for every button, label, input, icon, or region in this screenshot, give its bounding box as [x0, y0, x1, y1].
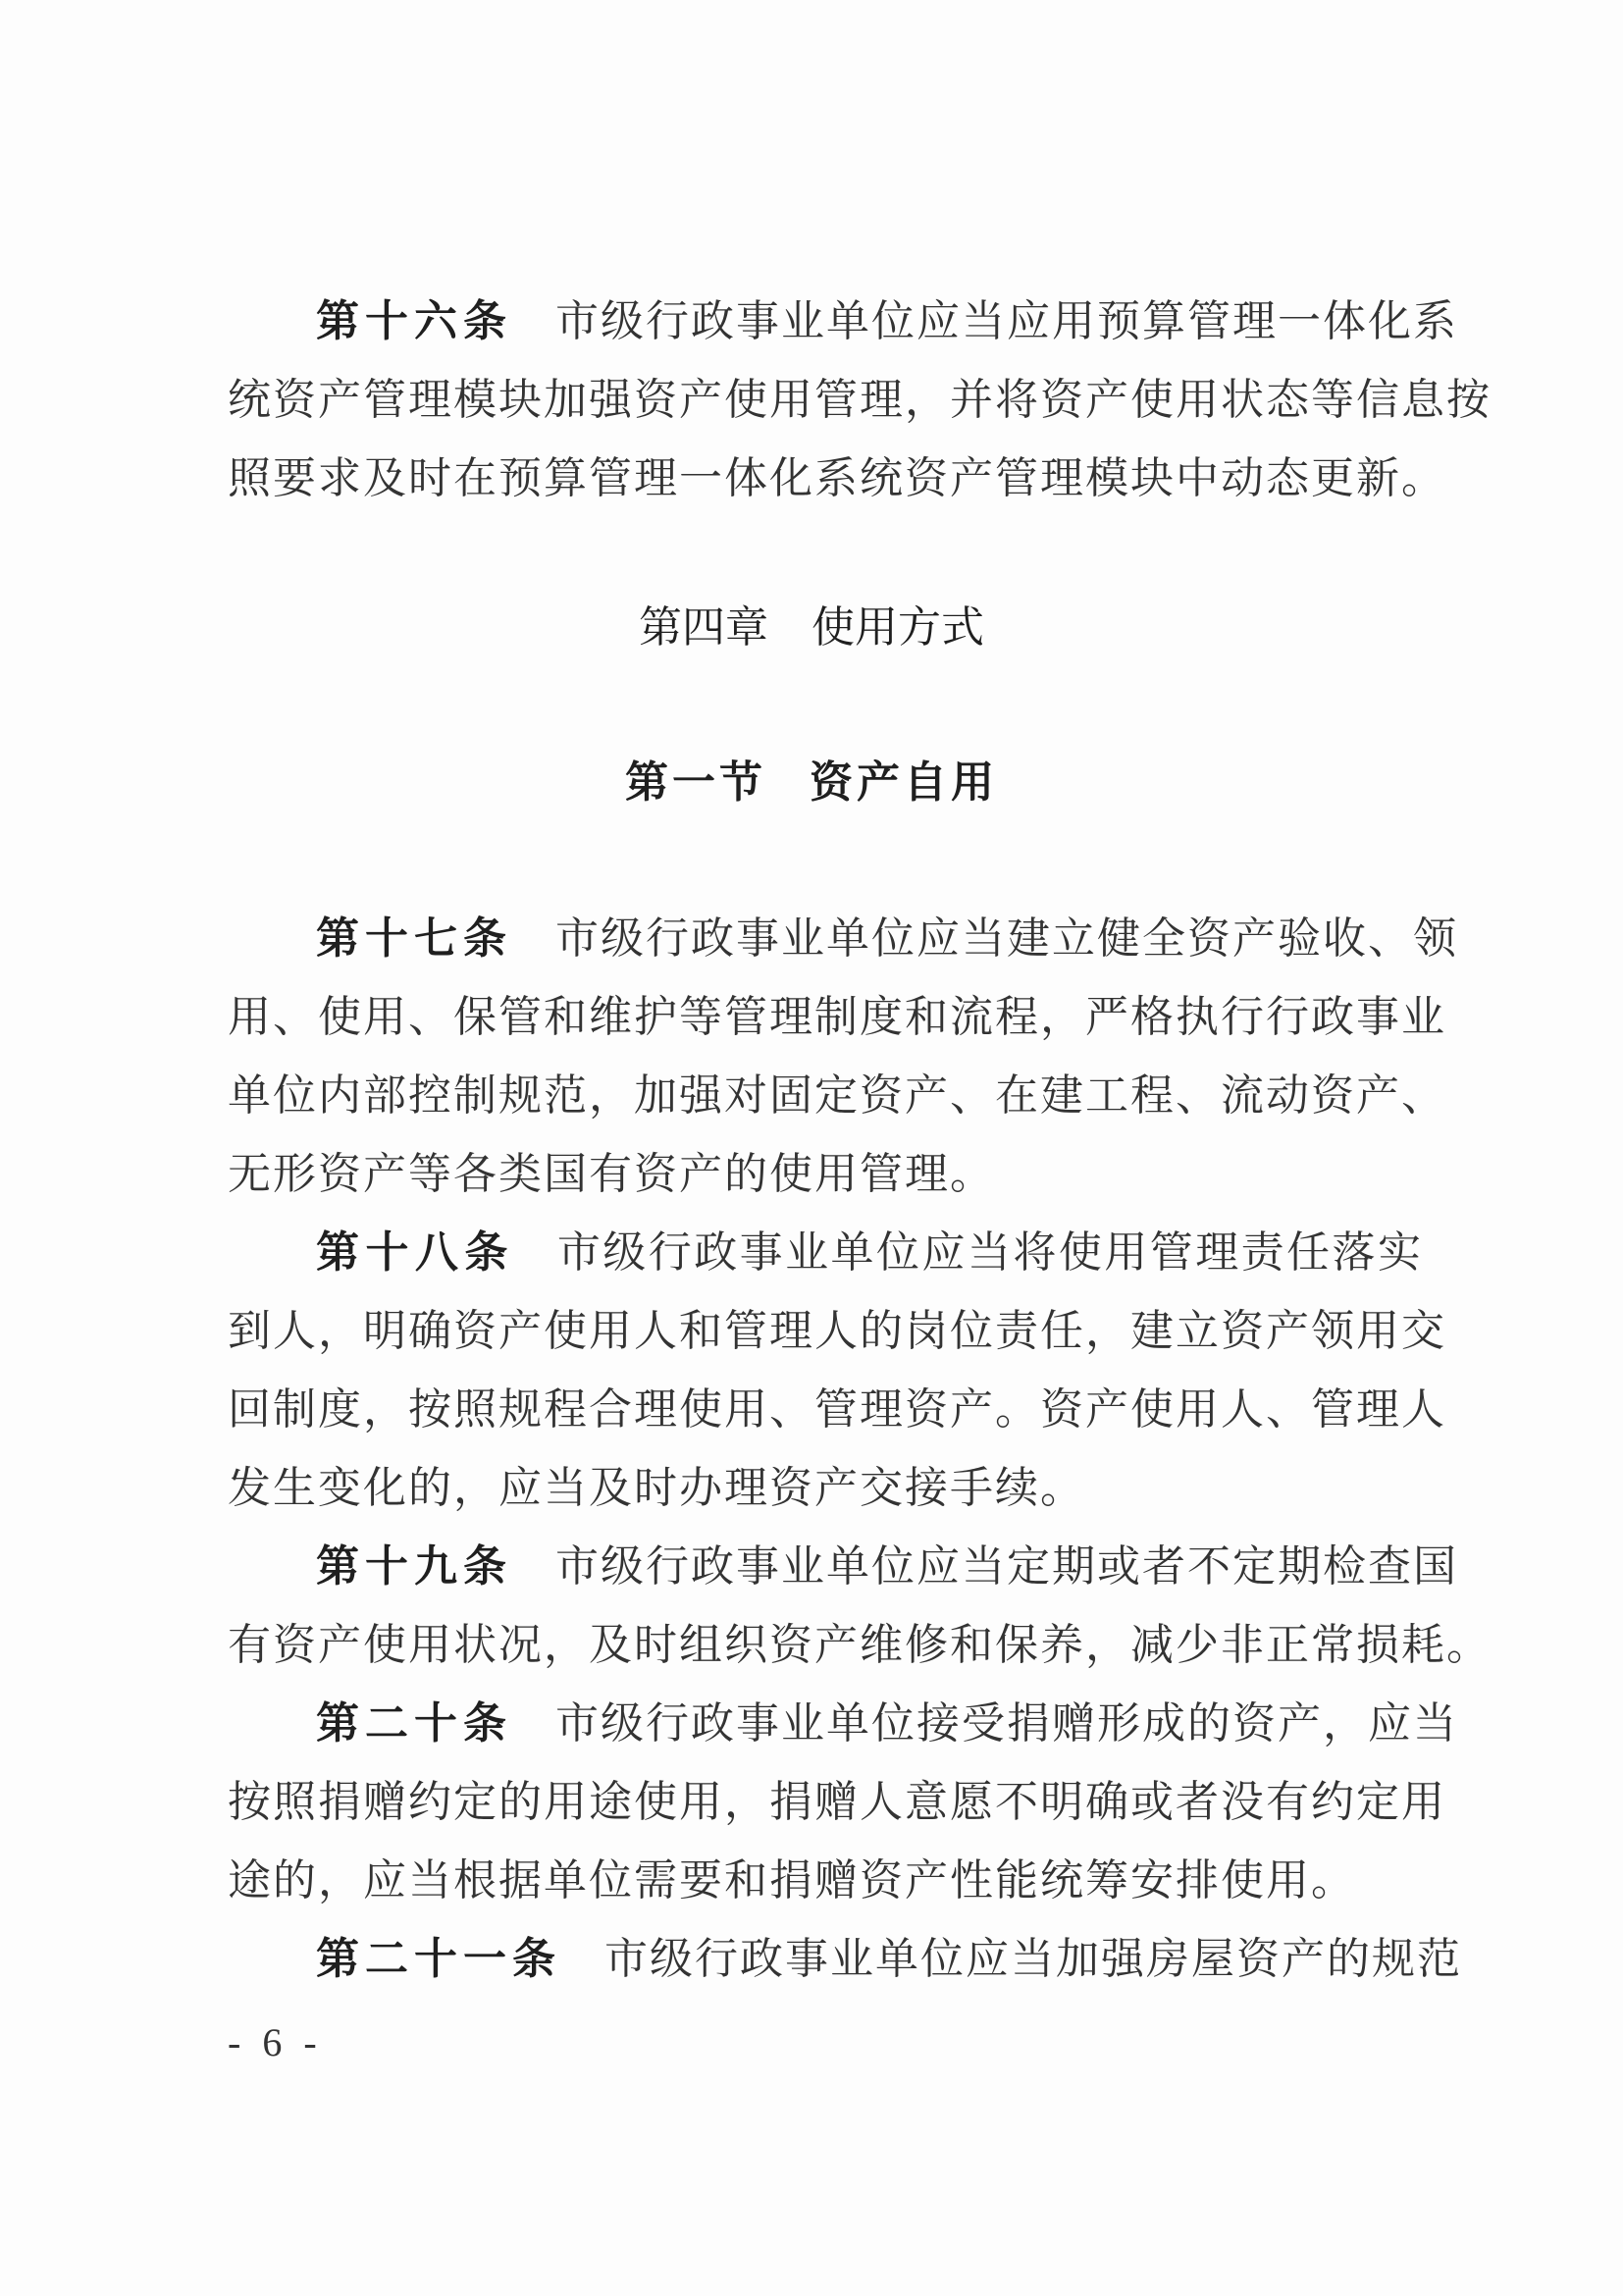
article-17-line-3: 单位内部控制规范，加强对固定资产、在建工程、流动资产、 — [228, 1070, 1446, 1121]
page-number: - 6 - — [228, 2020, 323, 2064]
article-18-line-2: 到人，明确资产使用人和管理人的岗位责任，建立资产领用交 — [228, 1306, 1446, 1356]
article-18-line-3: 回制度，按照规程合理使用、管理资产。资产使用人、管理人 — [228, 1384, 1446, 1435]
article-16-line-3: 照要求及时在预算管理一体化系统资产管理模块中动态更新。 — [228, 453, 1446, 503]
article-17-line-4: 无形资产等各类国有资产的使用管理。 — [228, 1149, 995, 1199]
article-17-line-1 — [316, 913, 1458, 964]
section-title: 资产自用 — [810, 757, 998, 808]
article-20-title: 第二十条 — [316, 1698, 512, 1748]
article-20-line-2: 按照捐赠约定的用途使用，捐赠人意愿不明确或者没有约定用 — [228, 1777, 1446, 1827]
article-19-line-2: 有资产使用状况，及时组织资产维修和保养，减少非正常损耗。 — [228, 1620, 1492, 1670]
chapter-heading — [0, 602, 1623, 653]
chapter-title: 使用方式 — [812, 602, 984, 652]
article-16-line-2: 统资产管理模块加强资产使用管理，并将资产使用状态等信息按 — [228, 375, 1492, 425]
article-17-title: 第十七条 — [316, 913, 512, 964]
article-19-text-1: 市级行政事业单位应当定期或者不定期检查国 — [555, 1541, 1458, 1592]
article-19-line-1 — [316, 1541, 1458, 1592]
article-21-text-1: 市级行政事业单位应当加强房屋资产的规范 — [604, 1934, 1462, 1984]
article-20-text-1: 市级行政事业单位接受捐赠形成的资产，应当 — [555, 1698, 1458, 1748]
article-18-line-1 — [316, 1228, 1423, 1278]
article-16-text-1: 市级行政事业单位应当应用预算管理一体化系 — [555, 296, 1458, 346]
article-20-line-1 — [316, 1698, 1458, 1748]
section-number: 第一节 — [625, 757, 766, 808]
section-heading — [0, 757, 1623, 809]
article-16-title: 第十六条 — [316, 296, 512, 346]
article-16-line-1 — [316, 296, 1458, 346]
article-21-title: 第二十一条 — [316, 1934, 561, 1984]
article-19-title: 第十九条 — [316, 1541, 512, 1592]
article-18-line-4: 发生变化的，应当及时办理资产交接手续。 — [228, 1463, 1085, 1513]
article-18-text-1: 市级行政事业单位应当将使用管理责任落实 — [556, 1227, 1424, 1278]
article-21-line-1 — [316, 1934, 1462, 1984]
article-17-text-1: 市级行政事业单位应当建立健全资产验收、领 — [555, 913, 1458, 964]
article-20-line-3: 途的，应当根据单位需要和捐赠资产性能统筹安排使用。 — [228, 1855, 1356, 1905]
chapter-number: 第四章 — [639, 602, 768, 652]
article-17-line-2: 用、使用、保管和维护等管理制度和流程，严格执行行政事业 — [228, 992, 1446, 1042]
article-18-title: 第十八条 — [316, 1227, 514, 1278]
